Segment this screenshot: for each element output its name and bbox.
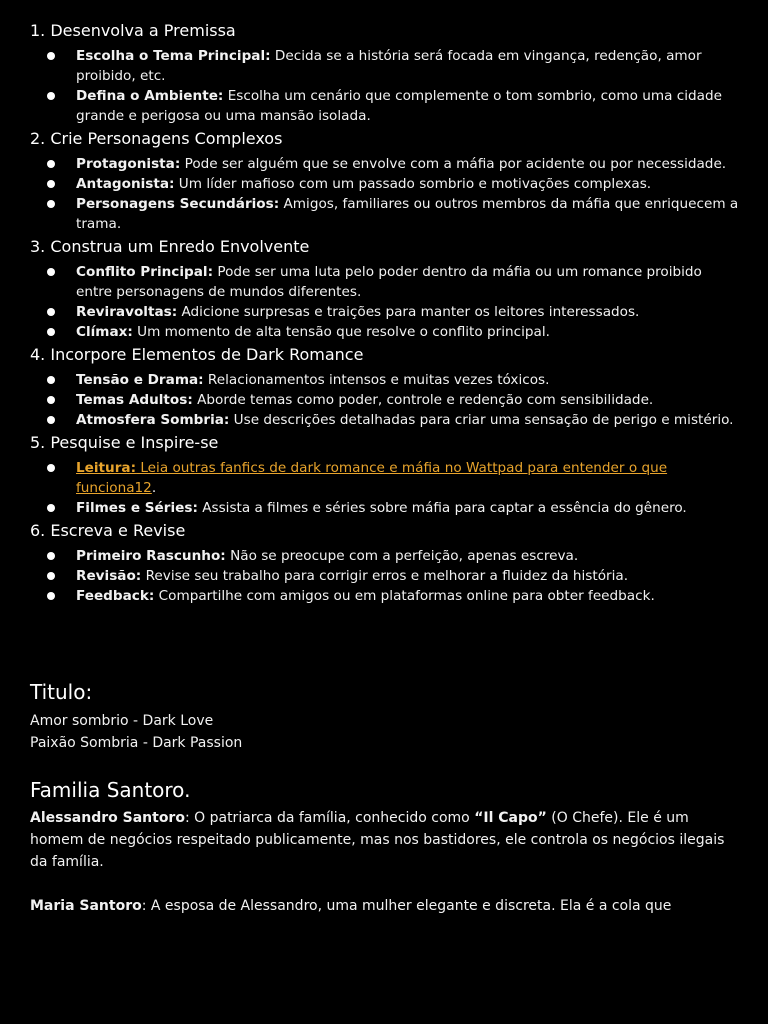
bullet-icon <box>47 552 55 560</box>
character-alessandro <box>30 807 742 873</box>
item-label: Feedback: <box>76 588 155 604</box>
list-item <box>30 262 742 302</box>
bullet-list <box>30 46 742 126</box>
item-text: Aborde temas como poder, controle e redenção com sensibilidade. <box>192 392 654 408</box>
step-3 <box>30 236 742 342</box>
list-item <box>30 498 742 518</box>
item-text: Revise seu trabalho para corrigir erros e melhorar a fluidez da história. <box>141 568 629 584</box>
item-text: Decida se a história será focada em vingança, redenção, amor proibido, etc. <box>76 48 702 84</box>
character-nickname: “Il Capo” <box>474 810 547 826</box>
list-item <box>30 586 742 606</box>
step-5 <box>30 432 742 518</box>
bullet-icon <box>47 504 55 512</box>
bullet-icon <box>47 572 55 580</box>
character-text: : O patriarca da família, conhecido como <box>184 810 475 826</box>
section-heading: 4. Incorpore Elementos de Dark Romance <box>30 345 364 364</box>
bullet-icon <box>47 396 55 404</box>
item-text: Pode ser alguém que se envolve com a máfia por acidente ou por necessidade. <box>180 156 727 172</box>
bullet-list <box>30 458 742 518</box>
bullet-icon <box>47 376 55 384</box>
bullet-icon <box>47 592 55 600</box>
step-4 <box>30 344 742 430</box>
list-item <box>30 302 742 322</box>
item-text: Escolha um cenário que complemente o tom sombrio, como uma cidade grande e perigosa ou uma mansão isolada. <box>76 88 722 124</box>
titulo-heading: Titulo: <box>30 680 93 704</box>
list-item <box>30 546 742 566</box>
item-label: Defina o Ambiente: <box>76 88 224 104</box>
character-text: (O Chefe). Ele é um homem de negócios respeitado publicamente, mas nos bastidores, ele controla os negócios ilegais da família. <box>30 810 725 870</box>
item-text: Pode ser uma luta pelo poder dentro da máfia ou um romance proibido entre personagens de mundos diferentes. <box>76 264 702 300</box>
item-text: Não se preocupe com a perfeição, apenas escreva. <box>225 548 579 564</box>
section-heading: 2. Crie Personagens Complexos <box>30 129 283 148</box>
step-2 <box>30 128 742 234</box>
item-text: Compartilhe com amigos ou em plataformas online para obter feedback. <box>154 588 655 604</box>
item-label: Clímax: <box>76 324 133 340</box>
list-item <box>30 46 742 86</box>
step-6 <box>30 520 742 606</box>
bullet-icon <box>47 160 55 168</box>
item-label: Temas Adultos: <box>76 392 193 408</box>
bullet-icon <box>47 180 55 188</box>
list-item <box>30 174 742 194</box>
item-text: Use descrições detalhadas para criar uma sensação de perigo e mistério. <box>229 412 734 428</box>
document-page <box>30 20 742 939</box>
step-1 <box>30 20 742 126</box>
bullet-icon <box>47 268 55 276</box>
item-label: Leitura: <box>76 460 137 476</box>
bullet-list <box>30 154 742 234</box>
item-label: Antagonista: <box>76 176 175 192</box>
familia-heading: Familia Santoro. <box>30 778 191 802</box>
list-item <box>30 390 742 410</box>
list-item <box>30 566 742 586</box>
item-label: Tensão e Drama: <box>76 372 204 388</box>
bullet-icon <box>47 92 55 100</box>
item-label: Personagens Secundários: <box>76 196 280 212</box>
spacer <box>30 608 742 678</box>
character-name: Alessandro Santoro <box>30 810 185 826</box>
item-text: Um líder mafioso com um passado sombrio e motivações complexas. <box>174 176 652 192</box>
section-heading: 6. Escreva e Revise <box>30 521 186 540</box>
list-item <box>30 194 742 234</box>
item-text: Relacionamentos intensos e muitas vezes tóxicos. <box>203 372 550 388</box>
bullet-list <box>30 370 742 430</box>
item-text: Um momento de alta tensão que resolve o conflito principal. <box>132 324 550 340</box>
item-label: Primeiro Rascunho: <box>76 548 226 564</box>
reading-link[interactable] <box>76 460 667 496</box>
bullet-icon <box>47 416 55 424</box>
item-label: Revisão: <box>76 568 142 584</box>
item-label: Escolha o Tema Principal: <box>76 48 271 64</box>
item-label: Conflito Principal: <box>76 264 214 280</box>
section-heading: 5. Pesquise e Inspire-se <box>30 433 219 452</box>
list-item <box>30 410 742 430</box>
bullet-icon <box>47 52 55 60</box>
bullet-icon <box>47 464 55 472</box>
bullet-list <box>30 546 742 606</box>
section-heading: 1. Desenvolva a Premissa <box>30 21 236 40</box>
item-text: Amigos, familiares ou outros membros da máfia que enriquecem a trama. <box>76 196 739 232</box>
list-item <box>30 154 742 174</box>
titulo-section <box>30 678 742 754</box>
item-text-after: . <box>151 480 157 496</box>
item-label: Atmosfera Sombria: <box>76 412 230 428</box>
section-heading: 3. Construa um Enredo Envolvente <box>30 237 310 256</box>
item-text: Adicione surpresas e traições para manter os leitores interessados. <box>177 304 640 320</box>
list-item <box>30 370 742 390</box>
list-item <box>30 322 742 342</box>
title-option: Paixão Sombria - Dark Passion <box>30 735 243 751</box>
item-label: Filmes e Séries: <box>76 500 198 516</box>
bullet-icon <box>47 328 55 336</box>
bullet-icon <box>47 308 55 316</box>
character-name: Maria Santoro <box>30 898 142 914</box>
item-text: Assista a filmes e séries sobre máfia para captar a essência do gênero. <box>197 500 687 516</box>
title-option: Amor sombrio - Dark Love <box>30 713 214 729</box>
item-label: Protagonista: <box>76 156 181 172</box>
bullet-icon <box>47 200 55 208</box>
item-text: Leia outras fanfics de dark romance e máfia no Wattpad para entender o que funciona12 <box>76 460 668 496</box>
character-maria <box>30 895 742 917</box>
list-item <box>30 86 742 126</box>
list-item <box>30 458 742 498</box>
bullet-list <box>30 262 742 342</box>
item-label: Reviravoltas: <box>76 304 178 320</box>
familia-section <box>30 776 742 917</box>
character-text: : A esposa de Alessandro, uma mulher elegante e discreta. Ela é a cola que <box>141 898 672 914</box>
